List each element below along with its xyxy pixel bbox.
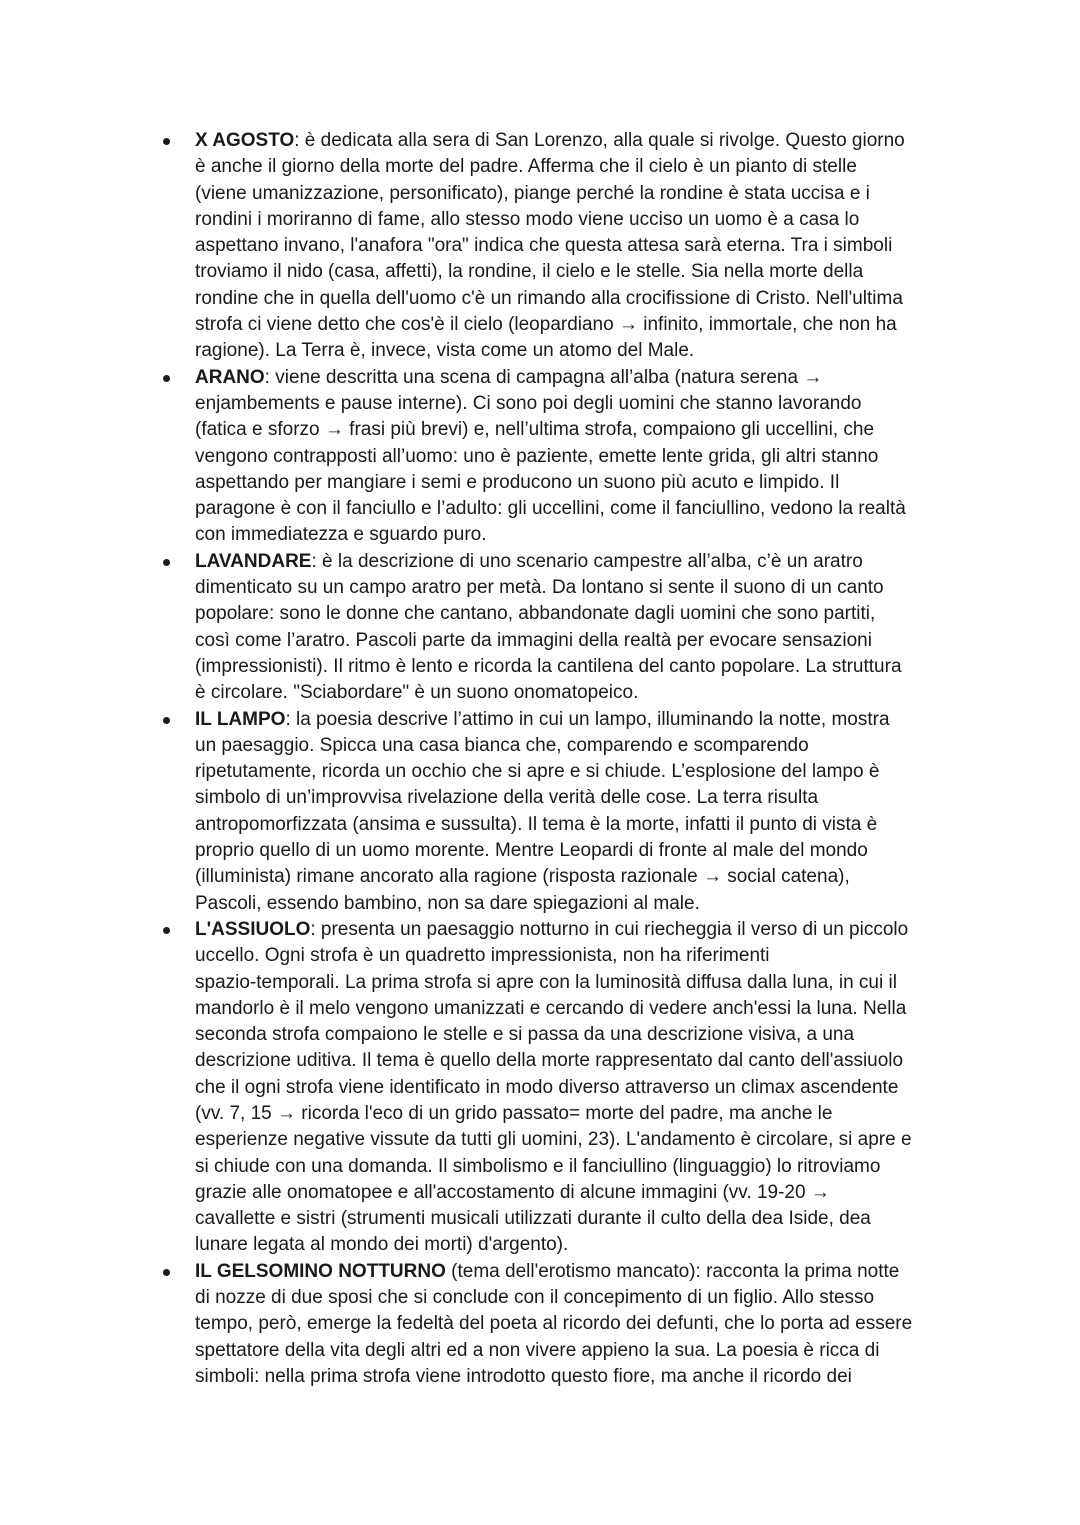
item-line: troviamo il nido (casa, affetti), la rondine, il cielo e le stelle. Sia nella morte della <box>195 261 864 283</box>
item-line: così come l’aratro. Pascoli parte da immagini della realtà per evocare sensazioni <box>195 629 872 651</box>
item-line: strofa ci viene detto che cos'è il cielo (leopardiano → infinito, immortale, che non ha <box>195 314 897 336</box>
item-line: proprio quello di un uomo morente. Mentre Leopardi di fronte al male del mondo <box>195 840 868 862</box>
item-line: spazio-temporali. La prima strofa si apre con la luminosità diffusa dalla luna, in cui il <box>195 971 897 993</box>
item-line: si chiude con una domanda. Il simbolismo e il fanciullino (linguaggio) lo ritroviamo <box>195 1155 881 1177</box>
item-line: cavallette e sistri (strumenti musicali utilizzati durante il culto della dea Iside, dea <box>195 1208 871 1230</box>
poem-summary-list <box>0 128 1080 1390</box>
item-line: aspettano invano, l'anafora "ora" indica che questa attesa sarà eterna. Tra i simboli <box>195 235 893 257</box>
item-term: ARANO <box>195 366 265 388</box>
document-page <box>0 128 1080 1390</box>
bullet-icon <box>163 375 170 382</box>
list-item-lavandare <box>0 549 1080 707</box>
list-item-arano <box>0 365 1080 549</box>
list-item-x-agosto <box>0 128 1080 365</box>
item-line: ripetutamente, ricorda un occhio che si apre e si chiude. L’esplosione del lampo è <box>195 761 880 783</box>
item-line: rondini i moriranno di fame, allo stesso modo viene ucciso un uomo è a casa lo <box>195 208 860 230</box>
item-line: che il ogni strofa viene identificato in modo diverso attraverso un climax ascendente <box>195 1076 899 1098</box>
item-line: mandorlo è il melo vengono umanizzati e cercando di vedere anch'essi la luna. Nella <box>195 997 907 1019</box>
item-line: con immediatezza e sguardo puro. <box>195 524 487 546</box>
bullet-icon <box>163 927 170 934</box>
item-line: simbolo di un’improvvisa rivelazione della verità delle cose. La terra risulta <box>195 787 819 809</box>
item-line: dimenticato su un campo aratro per metà. Da lontano si sente il suono di un canto <box>195 577 884 599</box>
item-term: X AGOSTO <box>195 130 295 151</box>
item-line: è anche il giorno della morte del padre. Afferma che il cielo è un pianto di stelle <box>195 156 857 178</box>
item-line: LAVANDARE: è la descrizione di uno scenario campestre all’alba, c’è un aratro <box>195 550 863 572</box>
bullet-icon <box>163 717 170 724</box>
item-line: esperienze negative vissute da tutti gli uomini, 23). L'andamento è circolare, si apre e <box>195 1129 912 1151</box>
item-term: LAVANDARE <box>195 550 312 572</box>
item-line: X AGOSTO: è dedicata alla sera di San Lorenzo, alla quale si rivolge. Questo giorno <box>195 130 905 151</box>
bullet-icon <box>163 138 170 145</box>
item-line: ragione). La Terra è, invece, vista come un atomo del Male. <box>195 340 695 362</box>
item-line: simboli: nella prima strofa viene introdotto questo fiore, ma anche il ricordo dei <box>195 1365 852 1387</box>
item-line: un paesaggio. Spicca una casa bianca che, comparendo e scomparendo <box>195 734 809 756</box>
bullet-icon <box>163 1269 170 1276</box>
item-line: descrizione uditiva. Il tema è quello della morte rappresentato dal canto dell'assiuolo <box>195 1050 904 1072</box>
item-line: IL LAMPO: la poesia descrive l’attimo in cui un lampo, illuminando la notte, mostra <box>195 708 890 730</box>
item-line: (fatica e sforzo → frasi più brevi) e, nell’ultima strofa, compaiono gli uccellini, che <box>195 419 875 441</box>
item-line: antropomorfizzata (ansima e sussulta). Il tema è la morte, infatti il punto di vista è <box>195 813 878 835</box>
item-line: aspettando per mangiare i semi e producono un suono più acuto e limpido. Il <box>195 471 840 493</box>
item-term: IL GELSOMINO NOTTURNO <box>195 1260 446 1282</box>
item-line: spettatore della vita degli altri ed a non vivere appieno la sua. La poesia è ricca di <box>195 1339 880 1361</box>
item-line: IL GELSOMINO NOTTURNO (tema dell'erotismo mancato): racconta la prima notte <box>195 1260 900 1282</box>
item-line: rondine che in quella dell'uomo c'è un rimando alla crocifissione di Cristo. Nell'ultima <box>195 287 903 309</box>
item-line: grazie alle onomatopee e all'accostamento di alcune immagini (vv. 19-20 → <box>195 1181 830 1203</box>
item-term: IL LAMPO <box>195 708 286 730</box>
item-line: popolare: sono le donne che cantano, abbandonate dagli uomini che sono partiti, <box>195 603 876 625</box>
item-line: L'ASSIUOLO: presenta un paesaggio notturno in cui riecheggia il verso di un piccolo <box>195 918 909 940</box>
item-line: lunare legata al mondo dei morti) d'argento). <box>195 1234 569 1256</box>
item-line: (viene umanizzazione, personificato), piange perché la rondine è stata uccisa e i <box>195 182 870 204</box>
list-item-assiuolo <box>0 917 1080 1259</box>
item-line: vengono contrapposti all’uomo: uno è paziente, emette lente grida, gli altri stanno <box>195 445 879 467</box>
item-line: paragone è con il fanciullo e l’adulto: gli uccellini, come il fanciullino, vedono la realtà <box>195 498 906 520</box>
list-item-il-lampo <box>0 707 1080 917</box>
item-line: (vv. 7, 15 → ricorda l'eco di un grido passato= morte del padre, ma anche le <box>195 1102 833 1124</box>
item-line: ARANO: viene descritta una scena di campagna all’alba (natura serena → <box>195 366 823 388</box>
item-line: (impressionisti). Il ritmo è lento e ricorda la cantilena del canto popolare. La struttura <box>195 655 902 677</box>
item-line: enjambements e pause interne). Ci sono poi degli uomini che stanno lavorando <box>195 392 862 414</box>
item-line: Pascoli, essendo bambino, non sa dare spiegazioni al male. <box>195 892 700 914</box>
item-line: tempo, però, emerge la fedeltà del poeta al ricordo dei defunti, che lo porta ad essere <box>195 1313 913 1335</box>
item-term: L'ASSIUOLO <box>195 918 311 940</box>
item-line: è circolare. "Sciabordare" è un suono onomatopeico. <box>195 682 639 704</box>
item-line: (illuminista) rimane ancorato alla ragione (risposta razionale → social catena), <box>195 866 850 888</box>
item-line: seconda strofa compaiono le stelle e si passa da una descrizione visiva, a una <box>195 1024 855 1046</box>
list-item-gelsomino-notturno <box>0 1259 1080 1390</box>
item-line: uccello. Ogni strofa è un quadretto impressionista, non ha riferimenti <box>195 945 770 967</box>
bullet-icon <box>163 559 170 566</box>
item-line: di nozze di due sposi che si conclude con il concepimento di un figlio. Allo stesso <box>195 1287 875 1309</box>
